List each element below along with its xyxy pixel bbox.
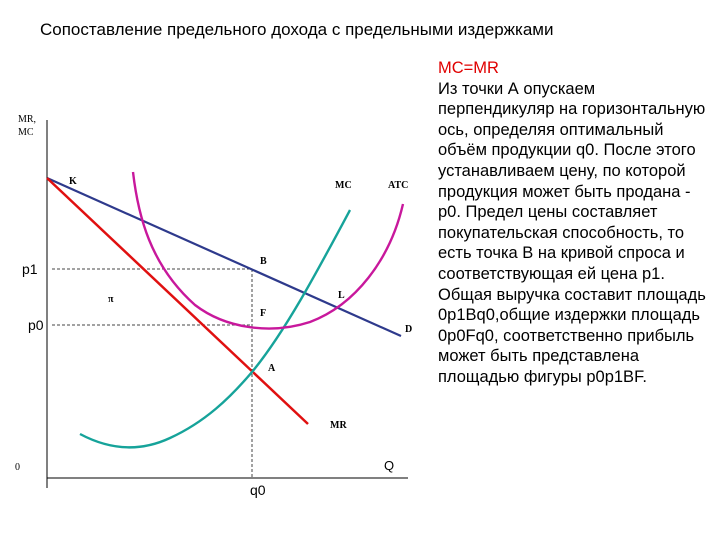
x-axis-label: Q <box>384 458 395 473</box>
mr-curve <box>47 178 308 424</box>
explanation-text <box>438 58 706 388</box>
point-b-label: B <box>260 256 267 267</box>
y-axis-label-line1: MR, <box>18 114 37 125</box>
explanation-heading: MC=MR <box>438 59 499 77</box>
atc-curve-label: ATC <box>388 180 409 191</box>
point-l-label: L <box>338 290 345 301</box>
tick-q0: q0 <box>250 482 266 498</box>
y-axis-label-line2: MC <box>18 127 34 138</box>
point-d-label: D <box>405 324 413 335</box>
explanation-paragraph-1: Из точки А опускаем перпендикуляр на горизонтальную ось, определяя оптимальный объём продукции q0. После этого устанавливаем цену, по которой продукция может быть продана - p0. Предел цены составляет покупательская способность, то есть точка В на кривой спроса и соответствующая ей цена p1. <box>438 79 706 283</box>
demand-curve <box>47 178 401 336</box>
profit-label: π <box>108 294 114 305</box>
point-k-label: K <box>69 176 77 187</box>
origin-label: 0 <box>15 462 20 473</box>
tick-p0: p0 <box>28 317 44 333</box>
mr-curve-label: MR <box>330 420 347 431</box>
point-a-label: A <box>268 363 276 374</box>
atc-curve <box>133 172 403 328</box>
explanation-paragraph-2: Общая выручка составит площадь 0p1Bq0,общие издержки площадь 0p0Fq0, соответственно прибыль может быть представлена площадью фигуры p0p1BF. <box>438 285 706 386</box>
point-f-label: F <box>260 308 267 319</box>
tick-p1: p1 <box>22 261 38 277</box>
mc-curve-label: MC <box>335 180 352 191</box>
slide-title: Сопоставление предельного дохода с предельными издержками <box>40 20 554 39</box>
